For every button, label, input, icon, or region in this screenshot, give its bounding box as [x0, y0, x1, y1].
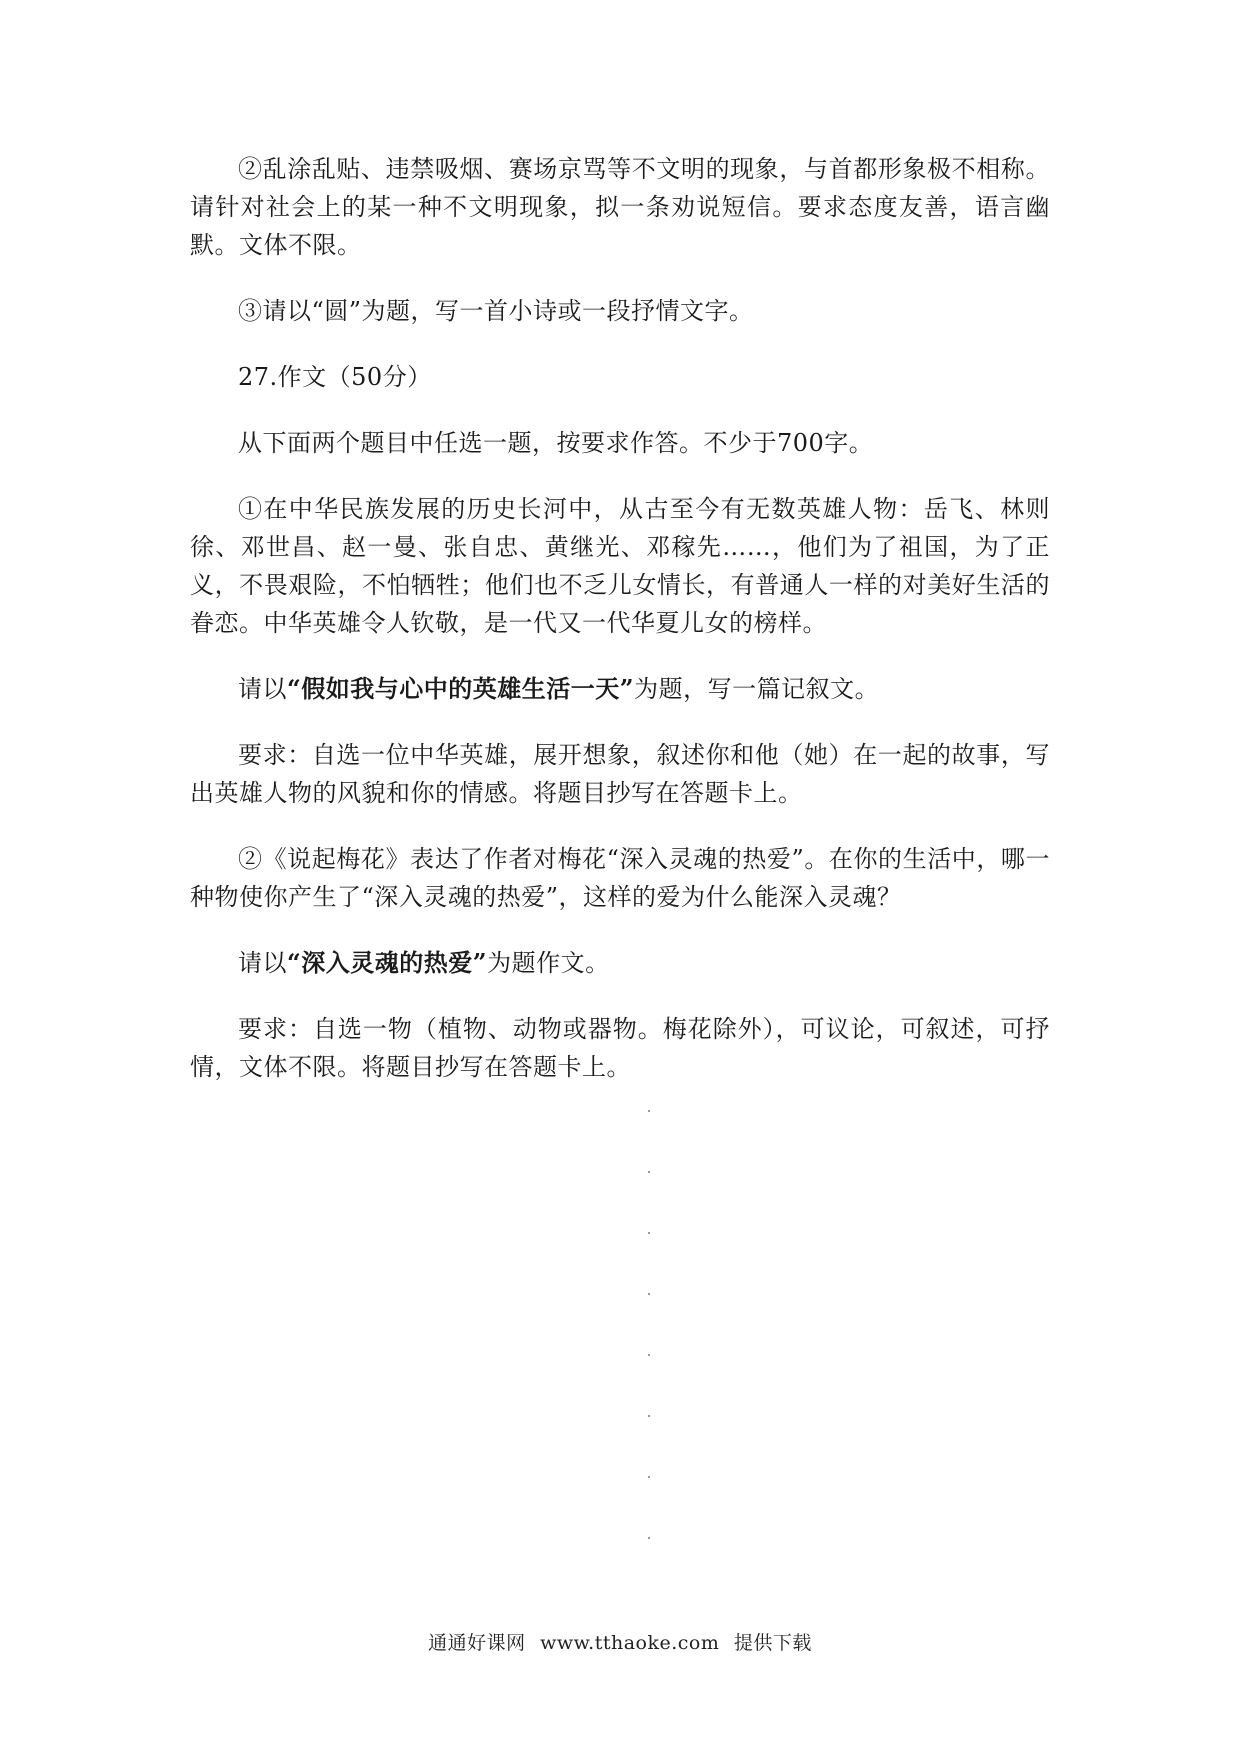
scan-dot [648, 1293, 650, 1295]
document-body [190, 150, 1050, 1114]
topic-1-prefix: 请以 [238, 675, 287, 703]
paragraph-uncivil-behavior-prompt: ②乱涂乱贴、违禁吸烟、赛场京骂等不文明的现象，与首都形象极不相称。请针对社会上的某一种不文明现象，拟一条劝说短信。要求态度友善，语言幽默。文体不限。 [190, 155, 1050, 259]
question-27-heading: 27.作文（50分） [238, 363, 432, 391]
topic-2-bold-title: “深入灵魂的热爱” [287, 948, 488, 977]
paragraph-plum-blossom-intro: ②《说起梅花》表达了作者对梅花“深入灵魂的热爱”。在你的生活中，哪一种物使你产生了“深入灵魂的热爱”，这样的爱为什么能深入灵魂？ [190, 845, 1050, 911]
topic-2-suffix: 为题作文。 [487, 949, 610, 977]
scan-dot [648, 1110, 650, 1112]
footer-suffix: 提供下载 [733, 1632, 812, 1654]
paragraph-circle-poem-prompt: ③请以“圆”为题，写一首小诗或一段抒情文字。 [238, 297, 754, 325]
scan-dot [648, 1415, 650, 1417]
scan-dot [648, 1476, 650, 1478]
paragraph-topic-1-requirements: 要求：自选一位中华英雄，展开想象，叙述你和他（她）在一起的故事，写出英雄人物的风貌和你的情感。将题目抄写在答题卡上。 [190, 741, 1050, 807]
scan-dot [648, 1537, 650, 1539]
scan-dot [648, 1232, 650, 1234]
scan-dot-column [648, 1110, 652, 1598]
paragraph-topic-2-requirements: 要求：自选一物（植物、动物或器物。梅花除外），可议论，可叙述，可抒情，文体不限。将题目抄写在答题卡上。 [190, 1015, 1050, 1081]
footer-site-name: 通通好课网 [428, 1632, 526, 1654]
page-footer [0, 1628, 1240, 1655]
topic-1-suffix: 为题，写一篇记叙文。 [634, 675, 880, 703]
topic-1-bold-title: “假如我与心中的英雄生活一天” [287, 674, 635, 703]
paragraph-heroes-intro: ①在中华民族发展的历史长河中，从古至今有无数英雄人物：岳飞、林则徐、邓世昌、赵一曼、张自忠、黄继光、邓稼先……，他们为了祖国，为了正义，不畏艰险，不怕牺牲；他们也不乏儿女情长，有普通人一样的对美好生活的眷恋。中华英雄令人钦敬，是一代又一代华夏儿女的榜样。 [190, 495, 1050, 637]
topic-2-prefix: 请以 [238, 949, 287, 977]
scan-dot [648, 1171, 650, 1173]
scan-dot [648, 1354, 650, 1356]
paragraph-topic-1-title [190, 670, 1050, 708]
footer-url-link[interactable]: www.tthaoke.com [540, 1632, 720, 1654]
paragraph-topic-2-title [190, 944, 1050, 982]
paragraph-choose-topic: 从下面两个题目中任选一题，按要求作答。不少于700字。 [238, 429, 874, 457]
